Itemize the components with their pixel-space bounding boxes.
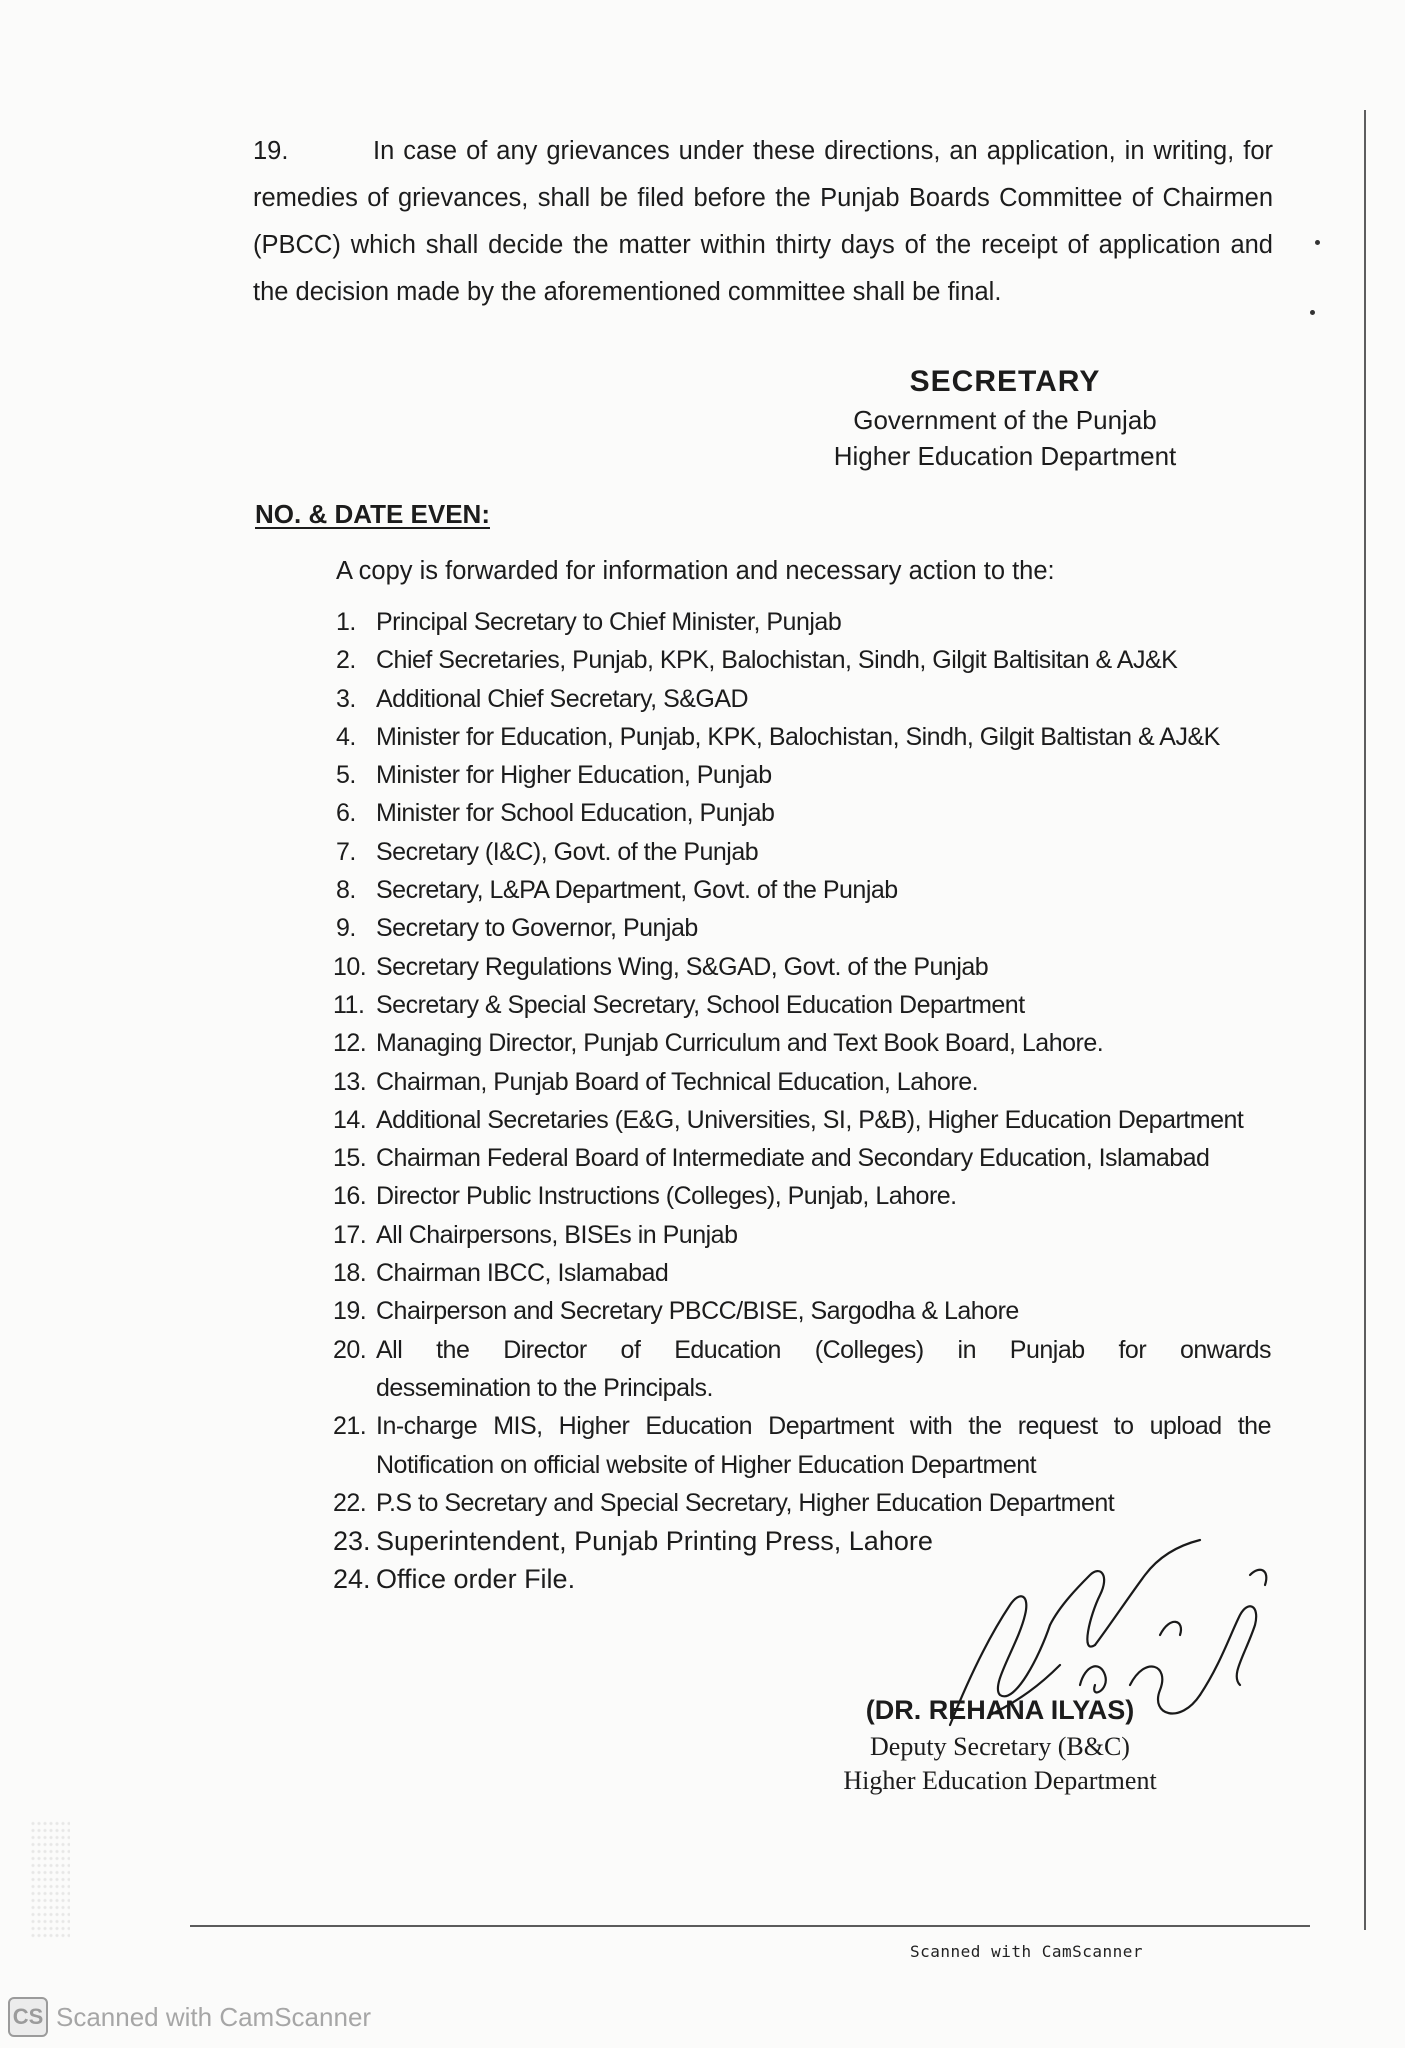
list-item-number: 12.: [333, 1029, 367, 1058]
list-item-number: 2.: [336, 646, 356, 675]
list-item-number: 8.: [336, 876, 356, 905]
list-item-number: 14.: [333, 1105, 367, 1134]
handwritten-signature: [930, 1515, 1290, 1755]
forward-text: A copy is forwarded for information and necessary action to the:: [336, 557, 1055, 585]
list-item-text: All Chairpersons, BISEs in Punjab: [376, 1220, 738, 1249]
camscanner-footer-text: Scanned with CamScanner: [56, 2001, 372, 2032]
scan-noise: [30, 1820, 70, 1940]
list-item: [336, 718, 1271, 756]
camscanner-footer: [8, 1996, 371, 2038]
bottom-rule: [190, 1925, 1310, 1927]
list-item-text: Superintendent, Punjab Printing Press, Lahore: [376, 1526, 933, 1557]
list-item-number: 19.: [333, 1297, 367, 1326]
list-item-number: 21.: [333, 1412, 367, 1441]
list-item-text: Minister for Education, Punjab, KPK, Balochistan, Sindh, Gilgit Baltistan & AJ&K: [376, 722, 1220, 751]
list-item-number: 13.: [333, 1067, 367, 1096]
list-item: [336, 603, 1271, 641]
list-item-number: 9.: [336, 914, 356, 943]
signatory-name: (DR. REHANA ILYAS): [865, 1695, 1135, 1725]
recipient-list: [333, 603, 1271, 1599]
paragraph-number: 19.: [253, 137, 289, 165]
list-item: [333, 1024, 1271, 1062]
list-item: [336, 794, 1271, 832]
list-item-text-line2: dessemination to the Principals.: [376, 1373, 713, 1402]
list-item-text-line2: Notification on official website of Higher Education Department: [376, 1450, 1037, 1479]
list-item-text: Secretary, L&PA Department, Govt. of the Punjab: [376, 876, 898, 905]
list-item: [333, 1331, 1271, 1408]
list-item-number: 10.: [333, 952, 367, 981]
signatory-department: Higher Education Department: [843, 1766, 1157, 1795]
list-item-text: Additional Secretaries (E&G, Universities, SI, P&B), Higher Education Department: [376, 1105, 1244, 1134]
list-item-number: 11.: [333, 990, 365, 1019]
list-item-text: Secretary Regulations Wing, S&GAD, Govt. of the Punjab: [376, 952, 989, 981]
scan-dot: [1310, 310, 1315, 315]
scan-edge-line: [1364, 110, 1366, 1930]
list-item: [336, 909, 1271, 947]
list-item-text: Chairman, Punjab Board of Technical Education, Lahore.: [376, 1067, 979, 1096]
list-item: [336, 641, 1271, 679]
list-item: [336, 833, 1271, 871]
list-item-number: 5.: [336, 761, 356, 790]
list-item-number: 23.: [333, 1526, 371, 1557]
list-item: [333, 1139, 1271, 1177]
list-item: [333, 1407, 1271, 1484]
list-item-text: Secretary (I&C), Govt. of the Punjab: [376, 837, 759, 866]
secretary-department: Higher Education Department: [833, 441, 1177, 471]
list-item-number: 6.: [336, 799, 356, 828]
paragraph-19: [253, 128, 1273, 316]
list-item: [336, 871, 1271, 909]
list-item: [333, 1254, 1271, 1292]
list-item: [333, 1216, 1271, 1254]
no-date-heading: NO. & DATE EVEN:: [255, 499, 490, 529]
list-item-text: Secretary to Governor, Punjab: [376, 914, 698, 943]
list-item-text: Chief Secretaries, Punjab, KPK, Balochistan, Sindh, Gilgit Baltisitan & AJ&K: [376, 646, 1178, 675]
list-item-number: 24.: [333, 1564, 371, 1595]
list-item-text: Director Public Instructions (Colleges), Punjab, Lahore.: [376, 1182, 957, 1211]
list-item-number: 22.: [333, 1488, 367, 1517]
list-item: [336, 756, 1271, 794]
list-item-text: Managing Director, Punjab Curriculum and Text Book Board, Lahore.: [376, 1029, 1104, 1058]
paragraph-text: In case of any grievances under these directions, an application, in writing, for remedies of grievances, shall be filed before the Punjab Boards Committee of Chairmen (PBCC) which shall decide the matter within thirty days of the receipt of application and the decision made by the aforementioned committee shall be final.: [253, 137, 1273, 306]
list-item-number: 18.: [333, 1259, 367, 1288]
list-item-text: Office order File.: [376, 1564, 576, 1595]
list-item-number: 20.: [333, 1335, 367, 1364]
list-item-text: Chairman Federal Board of Intermediate and Secondary Education, Islamabad: [376, 1144, 1210, 1173]
list-item-text: P.S to Secretary and Special Secretary, Higher Education Department: [376, 1488, 1115, 1517]
list-item-text: Principal Secretary to Chief Minister, Punjab: [376, 608, 842, 636]
signatory-designation: Deputy Secretary (B&C): [870, 1732, 1130, 1761]
list-item: [336, 680, 1271, 718]
list-item-text: Chairman IBCC, Islamabad: [376, 1259, 669, 1288]
list-item-number: 7.: [336, 837, 356, 866]
list-item-text-line1: In-charge MIS, Higher Education Department with the request to upload the: [376, 1412, 1271, 1441]
list-item-number: 17.: [333, 1220, 367, 1249]
list-item: [333, 1292, 1271, 1330]
secretary-block: [780, 362, 1230, 474]
scan-dot: [1315, 240, 1320, 245]
list-item-text: Secretary & Special Secretary, School Education Department: [376, 990, 1025, 1019]
list-item: [333, 948, 1271, 986]
list-item: [333, 1177, 1271, 1215]
list-item-text: Minister for Higher Education, Punjab: [376, 761, 772, 790]
secretary-title: SECRETARY: [909, 365, 1101, 398]
camscanner-logo-icon: CS: [8, 1997, 48, 2037]
list-item-number: 3.: [336, 684, 356, 713]
list-item-number: 15.: [333, 1144, 367, 1173]
list-item-number: 16.: [333, 1182, 367, 1211]
list-item-text: Additional Chief Secretary, S&GAD: [376, 684, 749, 713]
secretary-government: Government of the Punjab: [853, 405, 1157, 435]
list-item-text-line1: All the Director of Education (Colleges) in Punjab for onwards: [376, 1335, 1271, 1364]
list-item: [333, 986, 1271, 1024]
list-item-number: 1.: [336, 608, 356, 636]
list-item: [333, 1101, 1271, 1139]
list-item-text: Minister for School Education, Punjab: [376, 799, 775, 828]
list-item-number: 4.: [336, 722, 356, 751]
scanned-with-camscanner-stamp: Scanned with CamScanner: [910, 1942, 1144, 1961]
list-item: [333, 1063, 1271, 1101]
list-item-text: Chairperson and Secretary PBCC/BISE, Sargodha & Lahore: [376, 1297, 1019, 1326]
